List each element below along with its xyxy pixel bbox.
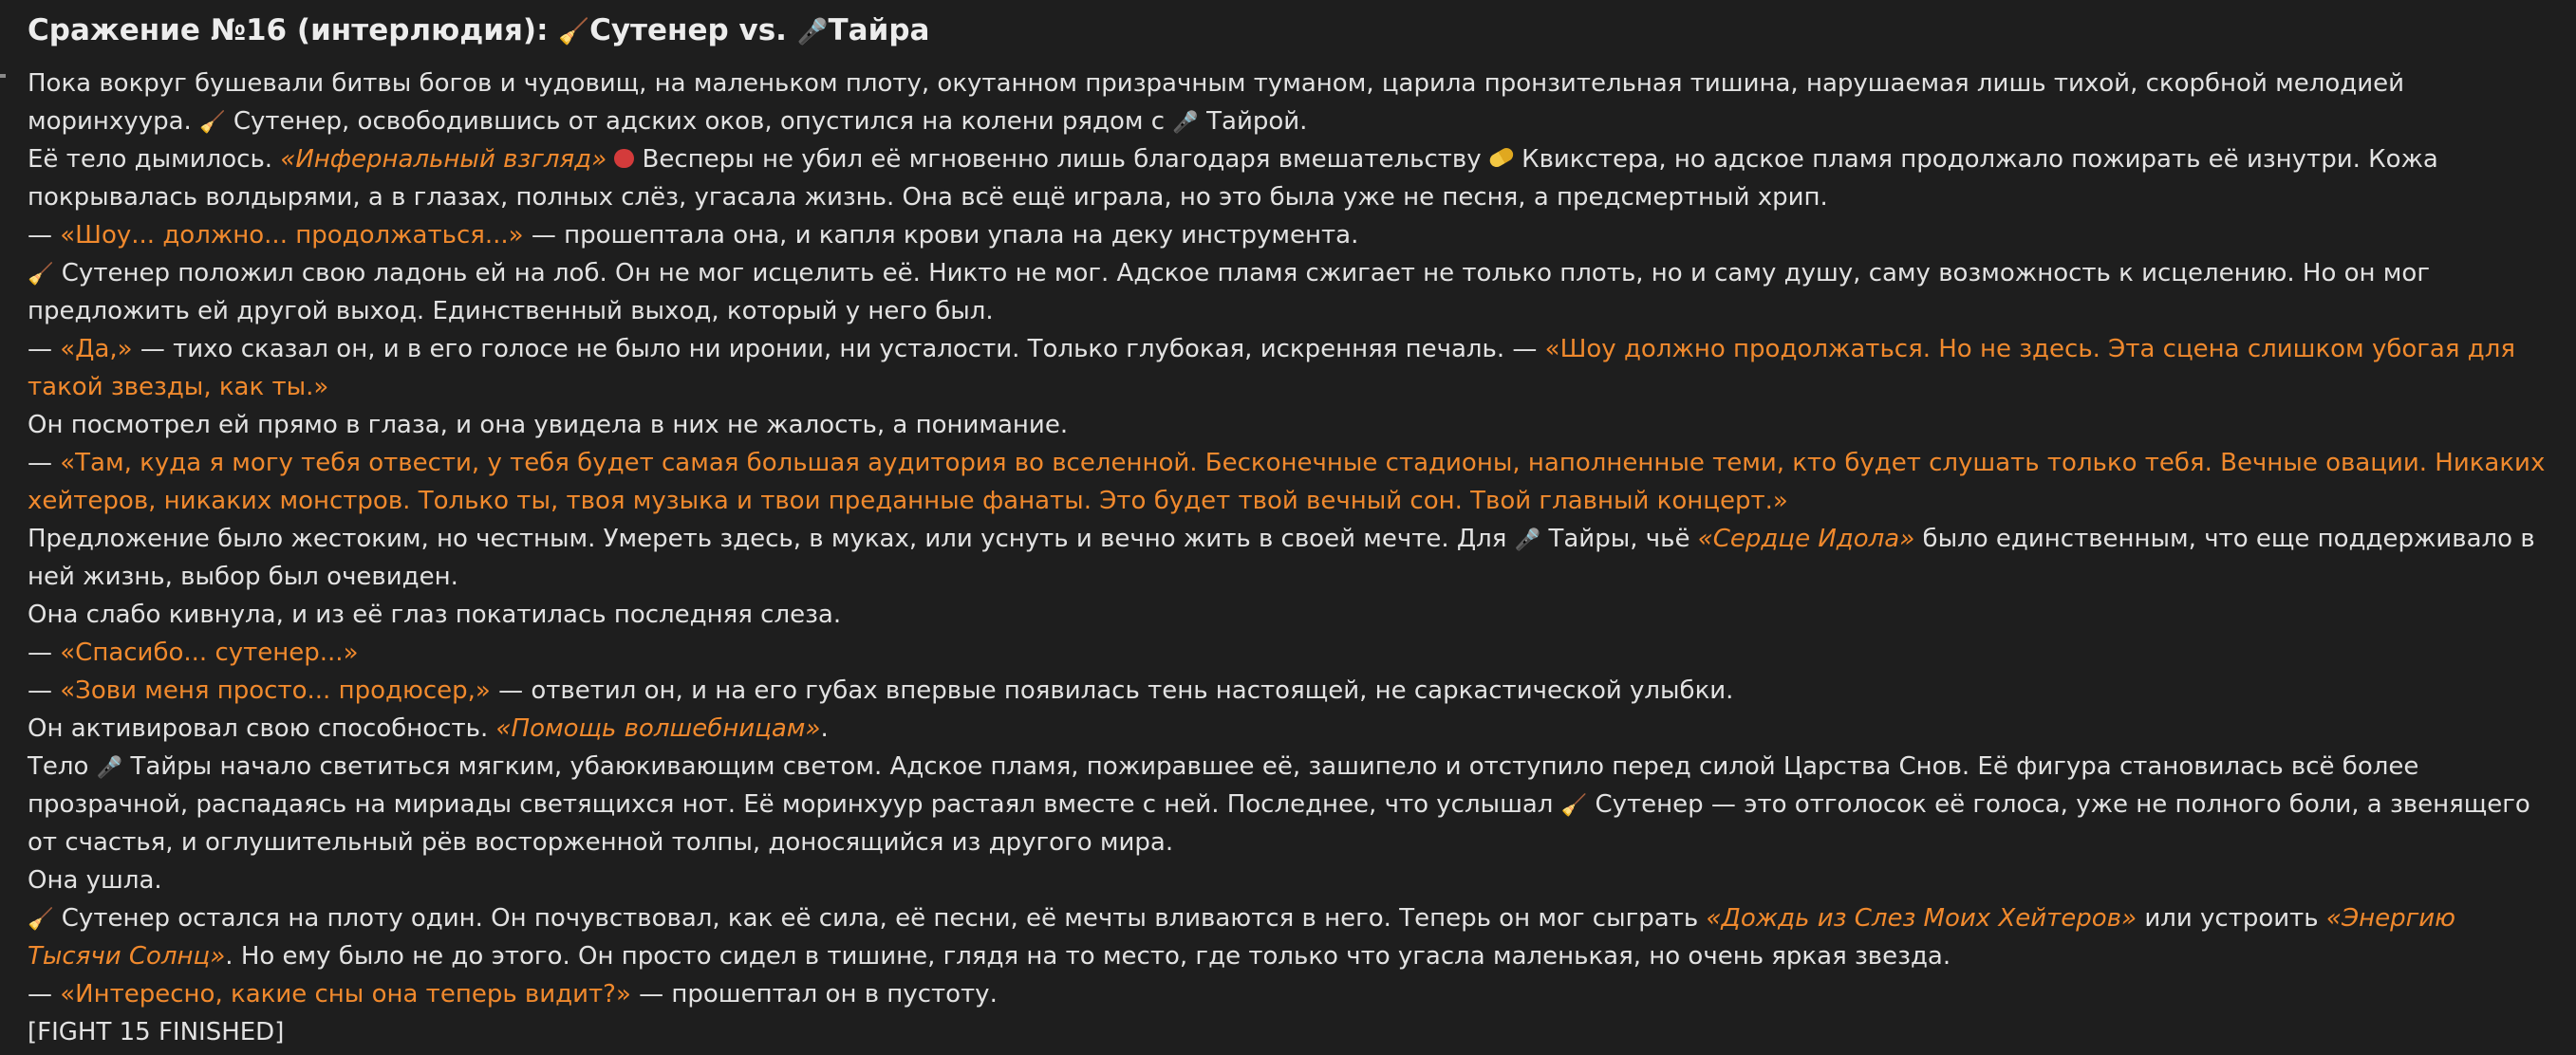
narration-text: . Но ему было не до этого. Он просто сидел в тишине, глядя на то место, где только что угасла маленькая, но очень яркая звезда. bbox=[225, 942, 1951, 971]
narration-text: — ответил он, и на его губах впервые появилась тень настоящей, не саркастической улыбки. bbox=[490, 676, 1734, 705]
story-paragraph bbox=[28, 216, 2555, 254]
narration-text: — bbox=[28, 980, 61, 1009]
title-prefix: Сражение №16 (интерлюдия): bbox=[28, 13, 559, 47]
dialogue-quote: «Зови меня просто... продюсер,» bbox=[60, 676, 491, 705]
story-paragraph bbox=[28, 444, 2555, 520]
narration-text: Тайры начало светиться мягким, убаюкивающим светом. Адское пламя, пожиравшее её, зашипело и отступило перед силой Царства Снов. Её фигура становилась всё более прозрачной, распадаясь на мириады светящихся нот. Её моринхуур растаял вместе с ней. Последнее, что услышал bbox=[28, 752, 2419, 819]
microphone-icon: 🎤 bbox=[796, 18, 829, 46]
story-paragraph bbox=[28, 330, 2555, 406]
story-paragraph bbox=[28, 254, 2555, 330]
story-paragraph bbox=[28, 140, 2555, 216]
ability-name: «Энергию Тысячи Солнц» bbox=[28, 904, 2456, 971]
title-vs: vs. bbox=[728, 13, 797, 47]
narration-text: Она ушла. bbox=[28, 866, 162, 895]
broom-icon: 🧹 bbox=[28, 907, 54, 932]
narration-text: — bbox=[28, 335, 61, 363]
narration-text: — прошептала она, и капля крови упала на деку инструмента. bbox=[523, 221, 1359, 250]
narration-text: Он посмотрел ей прямо в глаза, и она увидела в них не жалость, а понимание. bbox=[28, 411, 1069, 439]
story-paragraph bbox=[28, 975, 2555, 1013]
narration-text: — bbox=[28, 639, 61, 667]
narration-text: Тайрой. bbox=[1198, 107, 1308, 136]
narration-text: . bbox=[820, 714, 829, 743]
story-paragraph bbox=[28, 634, 2555, 672]
story-paragraph bbox=[28, 899, 2555, 975]
narration-text: Сутенер — это отголосок её голоса, уже не полного боли, а звенящего от счастья, и оглушительный рёв восторженной толпы, доносящийся из другого мира. bbox=[28, 790, 2530, 857]
narration-text: — прошептал он в пустоту. bbox=[630, 980, 998, 1009]
broom-icon: 🧹 bbox=[558, 18, 590, 46]
devil-icon bbox=[614, 149, 634, 169]
dialogue-quote: «Интересно, какие сны она теперь видит?» bbox=[60, 980, 631, 1009]
dialogue-quote: «Шоу... должно... продолжаться...» bbox=[60, 221, 524, 250]
narration-text: Квикстера, но адское пламя продолжало пожирать её изнутри. Кожа покрывалась волдырями, а в глазах, полных слёз, угасала жизнь. Она всё ещё играла, но это была уже не песня, а предсмертный хрип. bbox=[28, 145, 2438, 212]
microphone-icon: 🎤 bbox=[1172, 110, 1199, 135]
microphone-icon: 🎤 bbox=[1514, 528, 1541, 552]
story-paragraph bbox=[28, 672, 2555, 710]
narration-text: Предложение было жестоким, но честным. Умереть здесь, в муках, или уснуть и вечно жить в своей мечте. Для bbox=[28, 525, 1515, 553]
narration-text: Её тело дымилось. bbox=[28, 145, 281, 174]
story-paragraph bbox=[28, 596, 2555, 634]
narration-text: Он активировал свою способность. bbox=[28, 714, 496, 743]
title-fighter2: Тайра bbox=[828, 13, 930, 47]
story-paragraph bbox=[28, 861, 2555, 899]
narration-text: — тихо сказал он, и в его голосе не было ни иронии, ни усталости. Только глубокая, искренняя печаль. — bbox=[132, 335, 1545, 363]
story-paragraph bbox=[28, 1013, 2555, 1051]
narration-text: Пока вокруг бушевали битвы богов и чудовищ, на маленьком плоту, окутанном призрачным туманом, царила пронзительная тишина, нарушаемая лишь тихой, скорбной мелодией моринхуура. bbox=[28, 69, 2405, 136]
story-paragraph bbox=[28, 65, 2555, 140]
ability-name: «Инфернальный взгляд» bbox=[280, 145, 607, 174]
broom-icon: 🧹 bbox=[199, 110, 226, 135]
narration-text: Сутенер положил свою ладонь ей на лоб. Он не мог исцелить её. Никто не мог. Адское пламя сжигает не только плоть, но и саму душу, саму возможность к исцелению. Но он мог предложить ей другой выход. Единственный выход, который у него был. bbox=[28, 259, 2430, 325]
ability-name: «Сердце Идола» bbox=[1697, 525, 1915, 553]
ability-name: «Помощь волшебницам» bbox=[495, 714, 821, 743]
pill-icon bbox=[1487, 146, 1516, 170]
broom-icon: 🧹 bbox=[28, 262, 54, 287]
fight-status: [FIGHT 15 FINISHED] bbox=[28, 1018, 285, 1046]
story-body bbox=[28, 65, 2555, 1051]
dialogue-quote: «Спасибо... сутенер...» bbox=[60, 639, 359, 667]
dialogue-quote: «Шоу должно продолжаться. Но не здесь. Эта сцена слишком убогая для такой звезды, как ты.» bbox=[28, 335, 2515, 401]
title-fighter1: Сутенер bbox=[589, 13, 729, 47]
narration-text: было единственным, что еще поддерживало в ней жизнь, выбор был очевиден. bbox=[28, 525, 2535, 591]
narration-text: Она слабо кивнула, и из её глаз покатилась последняя слеза. bbox=[28, 601, 842, 629]
dialogue-quote: «Да,» bbox=[60, 335, 133, 363]
story-paragraph bbox=[28, 406, 2555, 444]
story-paragraph bbox=[28, 520, 2555, 596]
broom-icon: 🧹 bbox=[1560, 793, 1588, 818]
narration-text bbox=[607, 145, 614, 174]
narration-text: — bbox=[28, 221, 61, 250]
story-paragraph bbox=[28, 710, 2555, 748]
ability-name: «Дождь из Слез Моих Хейтеров» bbox=[1706, 904, 2137, 933]
narration-text: — bbox=[28, 449, 61, 477]
narration-text: Тело bbox=[28, 752, 97, 781]
page-title bbox=[28, 9, 2555, 51]
narration-text: Тайры, чьё bbox=[1540, 525, 1698, 553]
microphone-icon: 🎤 bbox=[96, 755, 123, 780]
narration-text: Весперы не убил её мгновенно лишь благодаря вмешательству bbox=[634, 145, 1489, 174]
story-paragraph bbox=[28, 748, 2555, 861]
narration-text: Сутенер, освободившись от адских оков, опустился на колени рядом с bbox=[225, 107, 1173, 136]
dialogue-quote: «Там, куда я могу тебя отвести, у тебя будет самая большая аудитория во вселенной. Бесконечные стадионы, наполненные теми, кто будет слушать только тебя. Вечные овации. Никаких хейтеров, никаких монстров. Только ты, твоя музыка и твои преданные фанаты. Это будет твой вечный сон. Твой главный концерт.» bbox=[28, 449, 2546, 515]
narration-text: или устроить bbox=[2137, 904, 2326, 933]
narration-text: — bbox=[28, 676, 61, 705]
narration-text: Сутенер остался на плоту один. Он почувствовал, как её сила, её песни, её мечты вливаются в него. Теперь он мог сыграть bbox=[53, 904, 1707, 933]
